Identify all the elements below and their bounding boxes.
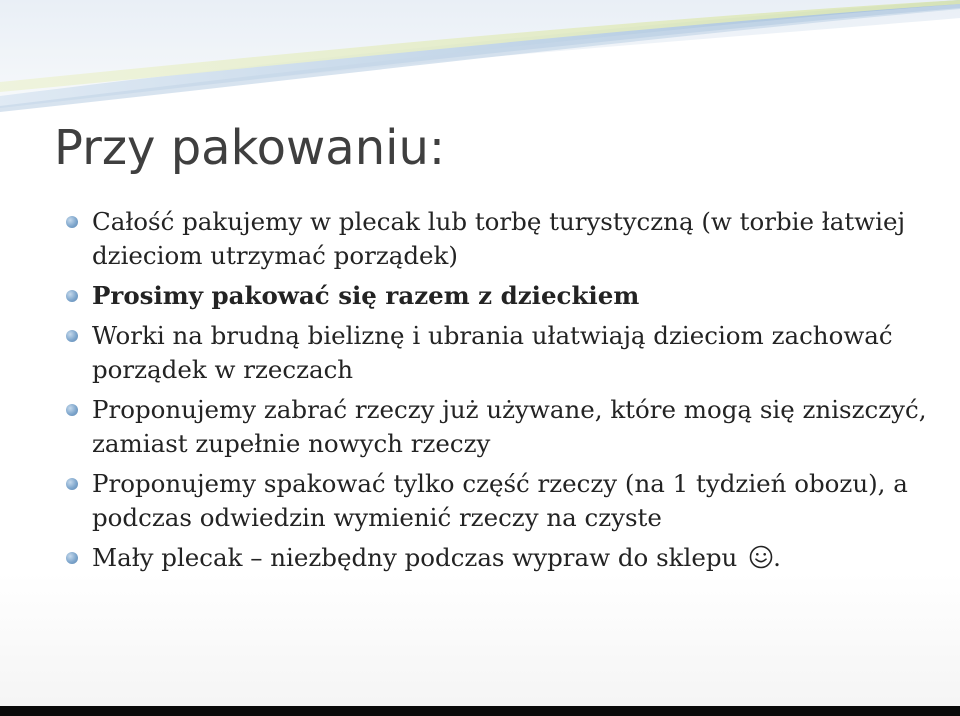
- blue-dot-icon: [66, 216, 78, 228]
- bullet-text: Mały plecak – niezbędny podczas wypraw do sklepu: [92, 543, 738, 572]
- list-item: [64, 205, 934, 273]
- page-title: Przy pakowaniu:: [54, 120, 446, 176]
- blue-dot-icon: [66, 404, 78, 416]
- bullet-text: Prosimy pakować się razem z dzieckiem: [92, 281, 640, 310]
- decorative-swoosh: [0, 0, 960, 120]
- bullet-suffix: .: [773, 543, 781, 572]
- blue-dot-icon: [66, 290, 78, 302]
- bullet-text: Proponujemy zabrać rzeczy już używane, które mogą się zniszczyć, zamiast zupełnie nowych rzeczy: [92, 395, 927, 458]
- smiley-face-icon: [749, 545, 773, 569]
- bullet-text: Worki na brudną bieliznę i ubrania ułatwiają dzieciom zachować porządek w rzeczach: [92, 321, 893, 384]
- blue-dot-icon: [66, 552, 78, 564]
- list-item: [64, 541, 934, 575]
- bullet-text: Całość pakujemy w plecak lub torbę turystyczną (w torbie łatwiej dzieciom utrzymać porządek): [92, 207, 906, 270]
- blue-dot-icon: [66, 330, 78, 342]
- bullet-text: Proponujemy spakować tylko część rzeczy (na 1 tydzień obozu), a podczas odwiedzin wymienić rzeczy na czyste: [92, 469, 908, 532]
- list-item: [64, 393, 934, 461]
- blue-dot-icon: [66, 478, 78, 490]
- bullet-list: [64, 205, 934, 581]
- list-item: [64, 279, 934, 313]
- list-item: [64, 467, 934, 535]
- bottom-bar: [0, 706, 960, 716]
- list-item: [64, 319, 934, 387]
